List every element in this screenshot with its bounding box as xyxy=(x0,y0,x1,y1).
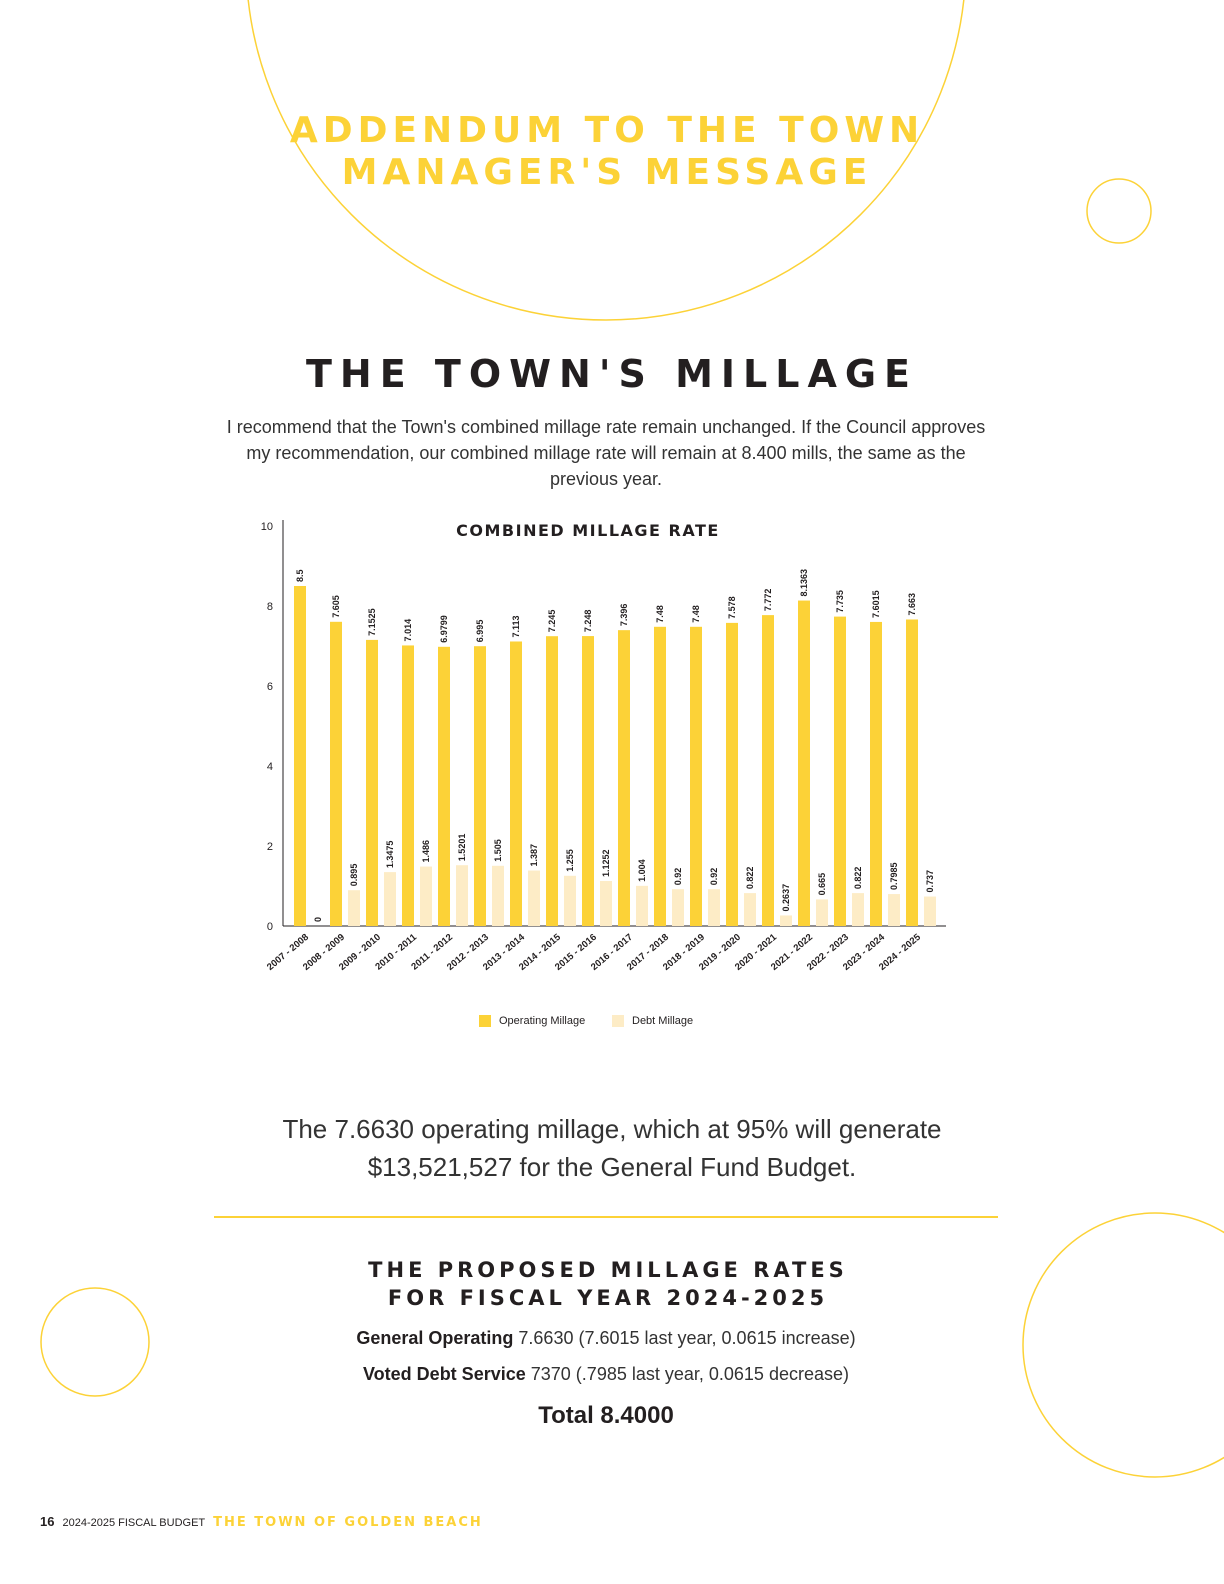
chart-title: COMBINED MILLAGE RATE xyxy=(456,521,720,540)
debt-millage-data-label: 0.665 xyxy=(817,872,827,896)
general-operating-value: 7.6630 (7.6015 last year, 0.0615 increase) xyxy=(518,1328,856,1348)
x-category-label: 2014 - 2015 xyxy=(517,931,563,973)
x-category-label: 2013 - 2014 xyxy=(481,931,527,973)
operating-millage-data-label: 7.396 xyxy=(619,603,629,627)
combined-millage-chart xyxy=(250,510,950,1040)
general-operating-rate xyxy=(0,1328,1212,1349)
debt-millage-bar xyxy=(492,866,504,926)
intro-paragraph: I recommend that the Town's combined millage rate remain unchanged. If the Council approves my recommendation, our combined millage rate will remain at 8.400 mills, the same as the previous year. xyxy=(226,417,986,489)
operating-millage-highlight xyxy=(212,1110,1012,1186)
debt-millage-data-label: 0 xyxy=(313,916,323,922)
addendum-title-line1: ADDENDUM TO THE TOWN xyxy=(289,110,925,151)
x-category-label: 2008 - 2009 xyxy=(301,931,347,973)
x-category-label: 2007 - 2008 xyxy=(265,931,311,973)
proposed-rates-title xyxy=(0,1256,1216,1312)
x-category-label: 2024 - 2025 xyxy=(877,931,923,973)
operating-millage-data-label: 7.578 xyxy=(727,596,737,619)
operating-millage-data-label: 7.663 xyxy=(907,592,917,616)
operating-millage-bar xyxy=(438,647,450,926)
x-category-label: 2021 - 2022 xyxy=(769,931,815,973)
operating-millage-data-label: 7.245 xyxy=(547,609,557,633)
debt-millage-data-label: 0.822 xyxy=(853,866,863,890)
x-category-label: 2009 - 2010 xyxy=(337,931,383,973)
x-category-label: 2023 - 2024 xyxy=(841,931,887,973)
operating-millage-data-label: 8.1363 xyxy=(799,569,809,597)
debt-millage-bar xyxy=(744,893,756,926)
debt-millage-data-label: 1.486 xyxy=(421,840,431,863)
x-category-label: 2020 - 2021 xyxy=(733,931,779,973)
y-tick-label: 6 xyxy=(266,681,273,693)
debt-millage-bar xyxy=(348,890,360,926)
addendum-title xyxy=(250,110,964,194)
operating-millage-data-label: 7.014 xyxy=(403,618,413,642)
x-category-label: 2018 - 2019 xyxy=(661,931,707,973)
y-tick-label: 8 xyxy=(266,601,273,613)
operating-millage-data-label: 7.1525 xyxy=(367,608,377,636)
debt-millage-bar xyxy=(852,893,864,926)
x-category-label: 2012 - 2013 xyxy=(445,931,491,973)
operating-millage-bar xyxy=(546,636,558,926)
debt-millage-data-label: 0.895 xyxy=(349,863,359,887)
budget-label: 2024-2025 FISCAL BUDGET xyxy=(62,1517,206,1529)
proposed-title-line2: FOR FISCAL YEAR 2024-2025 xyxy=(387,1286,829,1310)
operating-millage-bar xyxy=(402,645,414,926)
operating-millage-bar xyxy=(582,636,594,926)
operating-millage-bar xyxy=(618,630,630,926)
operating-millage-bar xyxy=(870,622,882,926)
debt-millage-bar xyxy=(456,865,468,926)
town-name: THE TOWN OF GOLDEN BEACH xyxy=(213,1515,483,1530)
small-circle-top-right xyxy=(1087,179,1151,243)
addendum-title-line2: MANAGER'S MESSAGE xyxy=(341,152,873,193)
operating-millage-bar xyxy=(906,619,918,926)
debt-millage-bar xyxy=(924,897,936,926)
debt-millage-data-label: 1.255 xyxy=(565,849,575,872)
debt-millage-data-label: 1.1252 xyxy=(601,849,611,877)
debt-millage-bar xyxy=(564,876,576,926)
debt-millage-bar xyxy=(708,889,720,926)
operating-millage-bar xyxy=(834,617,846,926)
operating-millage-data-label: 7.605 xyxy=(331,595,341,618)
debt-millage-data-label: 0.822 xyxy=(745,866,755,890)
operating-millage-data-label: 6.995 xyxy=(475,619,485,643)
y-tick-label: 10 xyxy=(260,521,273,533)
x-category-label: 2019 - 2020 xyxy=(697,931,743,973)
total-millage: Total 8.4000 xyxy=(538,1402,674,1429)
legend-swatch-operating xyxy=(479,1015,491,1027)
legend-label-debt: Debt Millage xyxy=(632,1015,694,1027)
debt-millage-bar xyxy=(600,881,612,926)
operating-millage-data-label: 7.248 xyxy=(583,609,593,633)
section-divider xyxy=(214,1216,998,1218)
y-tick-label: 4 xyxy=(266,761,273,773)
operating-millage-bar xyxy=(726,623,738,926)
debt-millage-data-label: 1.505 xyxy=(493,839,503,862)
debt-millage-data-label: 0.92 xyxy=(709,867,719,886)
debt-millage-data-label: 1.387 xyxy=(529,843,539,867)
voted-debt-service-label: Voted Debt Service xyxy=(363,1364,526,1384)
x-category-label: 2010 - 2011 xyxy=(373,931,419,973)
operating-millage-bar xyxy=(474,646,486,926)
operating-millage-data-label: 7.113 xyxy=(511,615,521,638)
section-title: THE TOWN'S MILLAGE xyxy=(305,352,919,396)
debt-millage-data-label: 1.3475 xyxy=(385,840,395,869)
y-tick-label: 0 xyxy=(266,921,273,933)
operating-millage-data-label: 6.9799 xyxy=(439,615,449,643)
legend-swatch-debt xyxy=(612,1015,624,1027)
operating-millage-data-label: 7.6015 xyxy=(871,590,881,618)
voted-debt-service-rate xyxy=(0,1364,1212,1385)
debt-millage-data-label: 0.92 xyxy=(673,867,683,886)
operating-millage-data-label: 7.735 xyxy=(835,590,845,613)
highlight-line2: $13,521,527 for the General Fund Budget. xyxy=(367,1152,857,1182)
operating-millage-bar xyxy=(330,622,342,926)
y-tick-label: 2 xyxy=(266,841,273,853)
debt-millage-bar xyxy=(672,889,684,926)
operating-millage-data-label: 8.5 xyxy=(295,569,305,582)
debt-millage-bar xyxy=(636,886,648,926)
general-operating-label: General Operating xyxy=(356,1328,514,1348)
operating-millage-bar xyxy=(690,627,702,926)
highlight-line1: The 7.6630 operating millage, which at 95% will generate xyxy=(282,1114,942,1144)
operating-millage-bar xyxy=(798,601,810,926)
proposed-title-line1: THE PROPOSED MILLAGE RATES xyxy=(368,1258,848,1282)
debt-millage-bar xyxy=(816,899,828,926)
operating-millage-bar xyxy=(510,641,522,926)
legend-label-operating: Operating Millage xyxy=(499,1015,586,1027)
debt-millage-bar xyxy=(780,915,792,926)
debt-millage-bar xyxy=(420,867,432,926)
debt-millage-data-label: 0.7985 xyxy=(889,862,899,891)
debt-millage-bar xyxy=(888,894,900,926)
debt-millage-bar xyxy=(528,871,540,926)
page-footer xyxy=(40,1514,483,1534)
debt-millage-data-label: 0.2637 xyxy=(781,883,791,912)
x-category-label: 2022 - 2023 xyxy=(805,931,851,973)
debt-millage-data-label: 1.5201 xyxy=(457,833,467,862)
debt-millage-data-label: 1.004 xyxy=(637,859,647,882)
page-number: 16 xyxy=(40,1514,55,1529)
operating-millage-bar xyxy=(366,640,378,926)
debt-millage-bar xyxy=(384,872,396,926)
voted-debt-service-value: 7370 (.7985 last year, 0.0615 decrease) xyxy=(530,1364,849,1384)
x-category-label: 2011 - 2012 xyxy=(409,931,455,973)
operating-millage-data-label: 7.48 xyxy=(691,605,701,623)
debt-millage-data-label: 0.737 xyxy=(925,869,935,893)
operating-millage-data-label: 7.772 xyxy=(763,588,773,612)
operating-millage-data-label: 7.48 xyxy=(655,605,665,623)
x-category-label: 2016 - 2017 xyxy=(589,931,635,973)
operating-millage-bar xyxy=(762,615,774,926)
x-category-label: 2017 - 2018 xyxy=(625,931,671,973)
operating-millage-bar xyxy=(654,627,666,926)
x-category-label: 2015 - 2016 xyxy=(553,931,599,973)
operating-millage-bar xyxy=(294,586,306,926)
